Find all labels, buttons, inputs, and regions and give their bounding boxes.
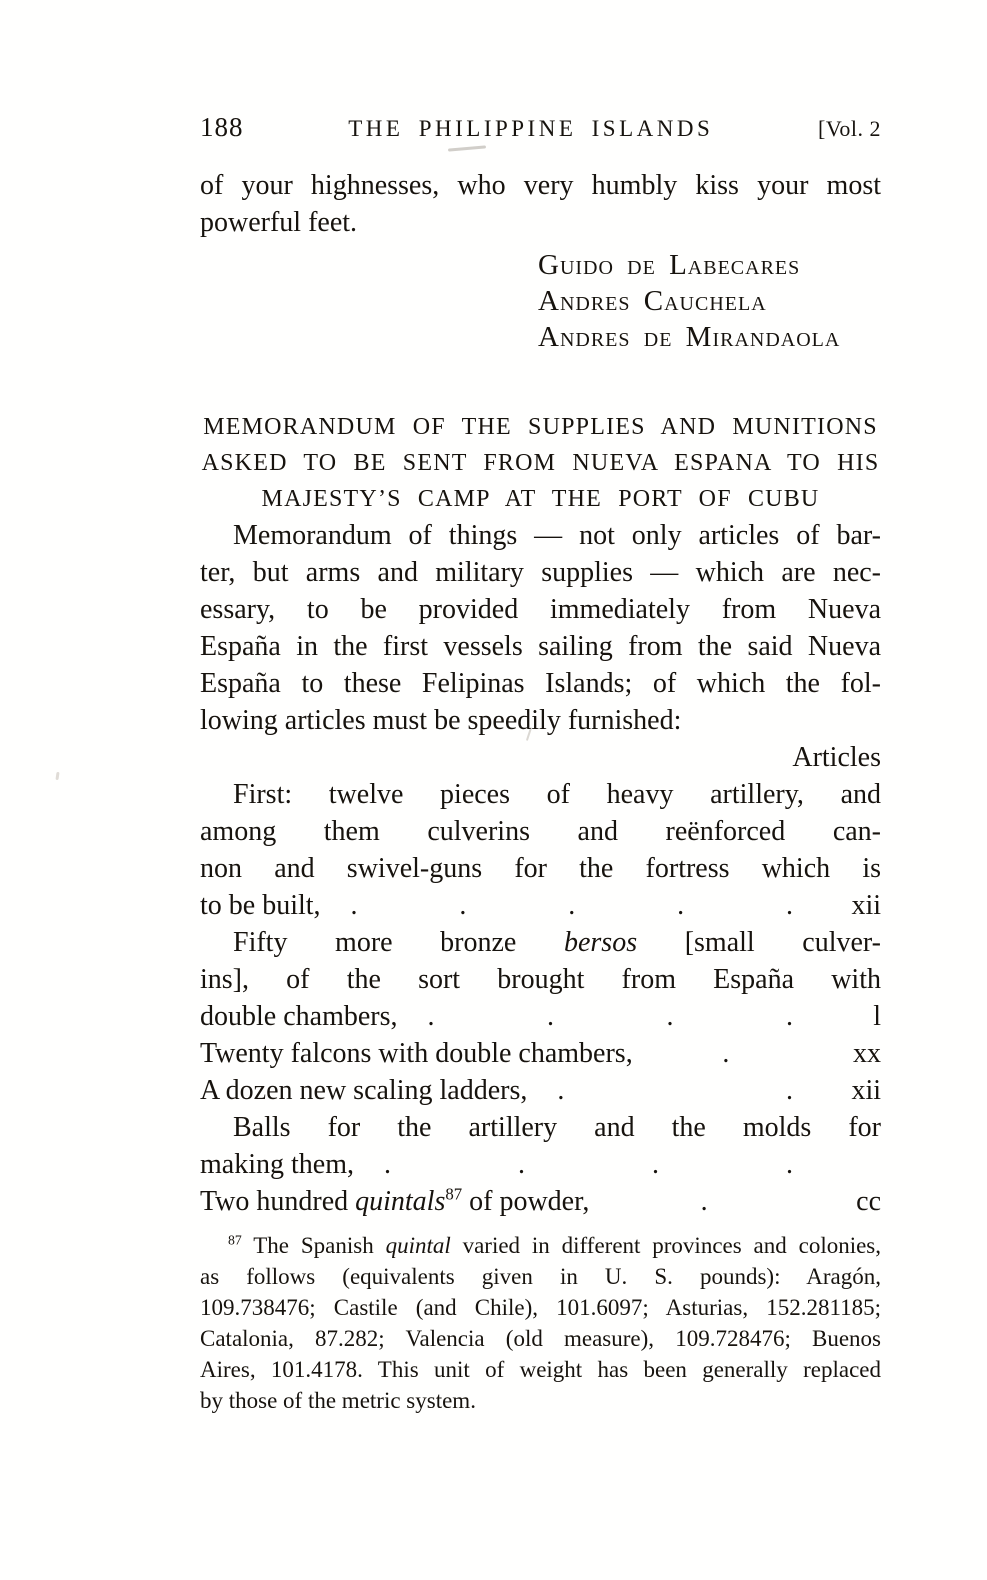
item-quantity: l [873,1001,881,1032]
dot-leader: . . [557,1075,793,1106]
scan-artifact [55,772,59,780]
running-header [200,112,881,143]
footnote-line: Catalonia, 87.282; Valencia (old measure), 109.728476; Buenos [200,1326,881,1351]
footnote-reference: 87 [445,1184,463,1204]
signature-name: Andres Cauchela [538,285,767,317]
dot-leader: . [700,1186,708,1217]
dot-leader: . . . . . [350,890,793,921]
dot-leader: . [722,1038,730,1069]
opening-line: powerful feet. [200,207,358,238]
footnote-text: The Spanish [241,1233,386,1258]
item-text: to be built, [200,890,321,921]
memo-intro-paragraph [200,517,881,739]
item-quantity: cc [856,1186,881,1217]
item-text-italic: bersos [563,927,638,958]
memo-intro-line: essary, to be provided immediately from Nueva [200,594,881,625]
opening-line: of your highnesses, who very humbly kiss your most [200,170,881,201]
memo-item-line: First: twelve pieces of heavy artillery, and [233,779,881,810]
footnote-line [200,1230,881,1261]
memo-item-list [200,776,881,1220]
opening-paragraph [200,167,881,241]
item-text: double chambers, [200,1001,398,1032]
memo-item-line [200,998,881,1035]
memo-intro-line: Memorandum of things — not only articles of bar- [233,520,881,551]
footnote-text-italic: quintal [385,1233,451,1258]
memo-item-line [200,1035,881,1072]
memo-item-line: ins], of the sort brought from España with [200,964,881,995]
item-quantity: xii [851,1075,881,1106]
memo-heading-line: MEMORANDUM OF THE SUPPLIES AND MUNITIONS [203,414,878,440]
item-text: Fifty more bronze [233,927,564,958]
page-number: 188 [200,112,244,142]
running-title: THE PHILIPPINE ISLANDS [348,116,714,141]
memo-item-line [200,924,881,961]
item-quantity: xx [853,1038,881,1069]
memo-intro-line: España in the first vessels sailing from the said Nueva [200,631,881,662]
footnote-line: 109.738476; Castile (and Chile), 101.6097; Asturias, 152.281185; [200,1295,881,1320]
text-block [200,112,881,1416]
item-text [200,1183,589,1220]
footnote-line: by those of the metric system. [200,1388,476,1413]
memo-item-line: Balls for the artillery and the molds for [233,1112,881,1143]
memo-heading-line: ASKED TO BE SENT FROM NUEVA ESPANA TO HIS [201,450,880,476]
memo-item-line: non and swivel-guns for the fortress which is [200,853,881,884]
page-body [200,167,881,1416]
footnote [200,1230,881,1416]
footnote-text: varied in different provinces and colonies, [450,1233,882,1258]
item-text: of powder, [462,1186,590,1217]
memo-item-line: among them culverins and reënforced can- [200,816,881,847]
memo-intro-line: lowing articles must be speedily furnished: [200,705,682,736]
item-text: Twenty falcons with double chambers, [200,1038,633,1069]
item-text: Two hundred [200,1186,356,1217]
item-text: making them, [200,1149,354,1180]
signature-name: Andres de Mirandaola [538,321,841,353]
memo-item-line [200,1183,881,1220]
memo-intro-line: ter, but arms and military supplies — which are nec- [200,557,881,588]
memo-item-line [200,1146,881,1183]
item-text: A dozen new scaling ladders, [200,1075,528,1106]
footnote-line: as follows (equivalents given in U. S. pounds): Aragón, [200,1264,881,1289]
dot-leader: . . . . [427,1001,793,1032]
footnote-marker: 87 [228,1232,242,1248]
signature-name: Guido de Labecares [538,249,801,281]
dot-leader: . . . . [383,1149,793,1180]
signature-block [538,247,881,355]
footnote-line: Aires, 101.4178. This unit of weight has been generally replaced [200,1357,881,1382]
memo-item-line [200,887,881,924]
item-quantity: xii [851,890,881,921]
item-text: [small culver- [637,927,881,958]
memo-heading-line: MAJESTY’S CAMP AT THE PORT OF CUBU [261,486,820,512]
articles-column-label: Articles [792,742,881,773]
memo-item-line [200,1072,881,1109]
memo-intro-line: España to these Felipinas Islands; of which the fol- [200,668,881,699]
volume-label: [Vol. 2 [818,116,881,141]
memo-heading [200,409,881,517]
item-text-italic: quintals [355,1186,446,1217]
